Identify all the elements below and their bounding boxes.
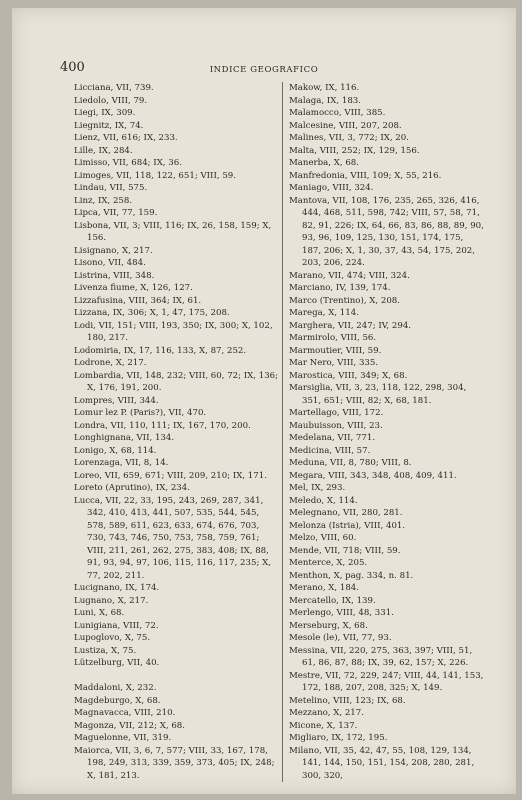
index-entry: Maddaloni, X, 232. <box>74 683 157 693</box>
index-entry: Malaga, IX, 183. <box>289 95 361 106</box>
index-entry: Lienz, VII, 616; IX, 233. <box>74 133 178 143</box>
page-number: 400 <box>60 60 85 75</box>
index-entry: Manerba, X, 68. <box>289 158 359 168</box>
index-entry: Malta, VIII, 252; IX, 129, 156. <box>289 145 420 156</box>
index-entry: Lompres, VIII, 344. <box>74 395 159 406</box>
index-entry: Lugnano, X, 217. <box>74 595 149 606</box>
index-entry: Lucca, VII, 22, 33, 195, 243, 269, 287, 341, 342, 410, 413, 441, 507, 535, 544, 545, 578, 589, 611, 623, 633, 674, 676, 703, 730, 743, 746, 750, 753, 758, 759, 761; VIII, 211, 261, 262, 275, 383, 408; IX, 88, 91, 93, 94, 97, 106, 115, 116, 117, 235; X, 77, 202, 211. <box>74 495 271 581</box>
index-entry: Mel, IX, 293. <box>289 483 346 493</box>
index-entry: Marciano, IV, 139, 174. <box>289 283 391 293</box>
index-entry: Malcesine, VIII, 207, 208. <box>289 120 402 131</box>
index-entry: Marsiglia, VII, 3, 23, 118, 122, 298, 304, 351, 651; VIII, 82; X, 68, 181. <box>289 383 467 406</box>
index-entry: Lodi, VII, 151; VIII, 193, 350; IX, 300; X, 102, 180, 217. <box>74 320 273 343</box>
section-gap <box>74 670 279 683</box>
index-entry: Magonza, VII, 212; X, 68. <box>74 720 185 731</box>
index-entry: Merano, X, 184. <box>289 583 360 593</box>
index-entry: Lombardia, VII, 148, 232; VIII, 60, 72; IX, 136; X, 176, 191, 200. <box>74 370 279 393</box>
index-entry: Liegi, IX, 309. <box>74 108 136 118</box>
index-entry: Martellago, VIII, 172. <box>289 408 384 418</box>
index-entry: Licciana, VII, 739. <box>74 83 154 93</box>
index-entry: Marega, X, 114. <box>289 308 359 318</box>
index-entry: Melegnano, VII, 280, 281. <box>289 508 403 518</box>
index-entry: Merseburg, X, 68. <box>289 620 368 631</box>
index-entry: Lipca, VII, 77, 159. <box>74 208 158 218</box>
index-column-right <box>289 82 485 782</box>
index-entry: Lille, IX, 284. <box>74 145 133 156</box>
index-entry: Magdeburgo, X, 68. <box>74 695 161 706</box>
index-entry: Lunigiana, VIII, 72. <box>74 620 159 631</box>
index-entry: Livenza fiume, X, 126, 127. <box>74 283 193 293</box>
index-entry: Lützelburg, VII, 40. <box>74 658 160 668</box>
index-entry: Lucignano, IX, 174. <box>74 583 160 593</box>
index-entry: Malamocco, VIII, 385. <box>289 108 386 118</box>
index-entry: Liegnitz, IX, 74. <box>74 120 144 131</box>
running-header: INDICE GEOGRAFICO <box>209 65 319 75</box>
index-entry: Migliaro, IX, 172, 195. <box>289 733 388 743</box>
index-entry: Medicina, VIII, 57. <box>289 445 371 456</box>
index-entry: Magnavacca, VIII, 210. <box>74 708 176 718</box>
index-entry: Mestre, VII, 72, 229, 247; VIII, 44, 141, 153, 172, 188, 207, 208, 325; X, 149. <box>289 670 484 693</box>
index-entry: Messina, VII, 220, 275, 363, 397; VIII, 51, 61, 86, 87, 88; IX, 39, 62, 157; X, 226. <box>289 645 473 668</box>
index-entry: Lonigo, X, 68, 114. <box>74 445 157 456</box>
index-entry: Limisso, VII, 684; IX, 36. <box>74 158 182 168</box>
index-entry: Manfredonia, VIII, 109; X, 55, 216. <box>289 170 442 181</box>
index-entry: Lomur lez P. (Paris?), VII, 470. <box>74 408 207 418</box>
index-entry: Mercatello, IX, 139. <box>289 595 376 606</box>
index-entry: Melzo, VIII, 60. <box>289 533 357 543</box>
index-entry: Makow, IX, 116. <box>289 83 360 93</box>
index-entry: Menthon, X, pag. 334, n. 81. <box>289 570 414 581</box>
index-entry: Medelana, VII, 771. <box>289 433 376 443</box>
index-entry: Marco (Trentino), X, 208. <box>289 295 401 306</box>
index-entry: Lizzafusina, VIII, 364; IX, 61. <box>74 295 202 306</box>
index-entry: Megara, VIII, 343, 348, 408, 409, 411. <box>289 470 457 481</box>
index-entry: Mantova, VII, 108, 176, 235, 265, 326, 416, 444, 468, 511, 598, 742; VIII, 57, 58, 71, 82, 91, 226; IX, 64, 66, 83, 86, 88, 89, 90, 93, 96, 109, 125, 130, 151, 174, 175, 187, 206; X, 1, 30, 37, 43, 54, 175, 202, 203, 206, 224. <box>289 195 484 268</box>
index-entry: Menterce, X, 205. <box>289 558 368 568</box>
index-entry: Lodrone, X, 217. <box>74 358 147 368</box>
index-entry: Merlengo, VIII, 48, 331. <box>289 608 394 618</box>
index-entry: Meledo, X, 114. <box>289 495 358 506</box>
index-entry: Micone, X, 137. <box>289 720 358 731</box>
index-entry: Linz, IX, 258. <box>74 195 133 206</box>
index-entry: Melonza (Istria), VIII, 401. <box>289 520 406 531</box>
index-entry: Mende, VII, 718; VIII, 59. <box>289 545 401 556</box>
index-entry: Lizzana, IX, 306; X, 1, 47, 175, 208. <box>74 308 230 318</box>
index-entry: Maguelonne, VII, 319. <box>74 733 172 743</box>
index-entry: Milano, VII, 35, 42, 47, 55, 108, 129, 134, 141, 144, 150, 151, 154, 208, 280, 281, 300, 320, <box>289 745 475 781</box>
index-entry: Loreo, VII, 659, 671; VIII, 209, 210; IX, 171. <box>74 470 267 481</box>
index-entry: Marmirolo, VIII, 56. <box>289 333 377 343</box>
index-entry: Lisono, VII, 484. <box>74 258 146 268</box>
index-entry: Maniago, VIII, 324. <box>289 183 374 193</box>
index-entry: Lodomiria, IX, 17, 116, 133, X, 87, 252. <box>74 345 247 356</box>
index-entry: Marostica, VIII, 349; X, 68. <box>289 370 408 381</box>
index-entry: Mar Nero, VIII, 335. <box>289 358 379 368</box>
index-entry: Limoges, VII, 118, 122, 651; VIII, 59. <box>74 170 236 181</box>
index-entry: Marmoutier, VIII, 59. <box>289 345 382 356</box>
book-page <box>12 8 516 794</box>
index-entry: Mesole (le), VII, 77, 93. <box>289 633 392 643</box>
index-entry: Maubuisson, VIII, 23. <box>289 420 383 431</box>
index-entry: Meduna, VII, 8, 780; VIII, 8. <box>289 458 412 468</box>
index-entry: Lisbona, VII, 3; VIII, 116; IX, 26, 158, 159; X, 156. <box>74 220 272 243</box>
index-entry: Lorenzaga, VII, 8, 14. <box>74 458 169 468</box>
index-entry: Longhignana, VII, 134. <box>74 433 175 443</box>
index-entry: Maiorca, VII, 3, 6, 7, 577; VIII, 33, 167, 178, 198, 249, 313, 339, 359, 373, 405; IX, 248; X, 181, 213. <box>74 745 275 781</box>
column-divider <box>282 82 283 782</box>
index-entry: Lindau, VII, 575. <box>74 183 148 193</box>
index-entry: Liedolo, VIII, 79. <box>74 95 148 106</box>
index-entry: Malines, VII, 3, 772; IX, 20. <box>289 133 409 143</box>
index-entry: Loreto (Aprutino), IX, 234. <box>74 483 190 493</box>
index-entry: Lisignano, X, 217. <box>74 245 153 256</box>
index-entry: Mezzano, X, 217. <box>289 708 364 718</box>
index-entry: Luni, X, 68. <box>74 608 125 618</box>
index-entry: Marano, VII, 474; VIII, 324. <box>289 270 410 281</box>
index-entry: Metelino, VIII, 123; IX, 68. <box>289 695 406 706</box>
index-entry: Lupoglovo, X, 75. <box>74 633 151 643</box>
index-entry: Marghera, VII, 247; IV, 294. <box>289 320 412 331</box>
index-entry: Londra, VII, 110, 111; IX, 167, 170, 200. <box>74 420 251 431</box>
index-entry: Listrina, VIII, 348. <box>74 270 155 281</box>
index-entry: Lustiza, X, 75. <box>74 645 137 656</box>
index-column-left <box>74 82 279 782</box>
